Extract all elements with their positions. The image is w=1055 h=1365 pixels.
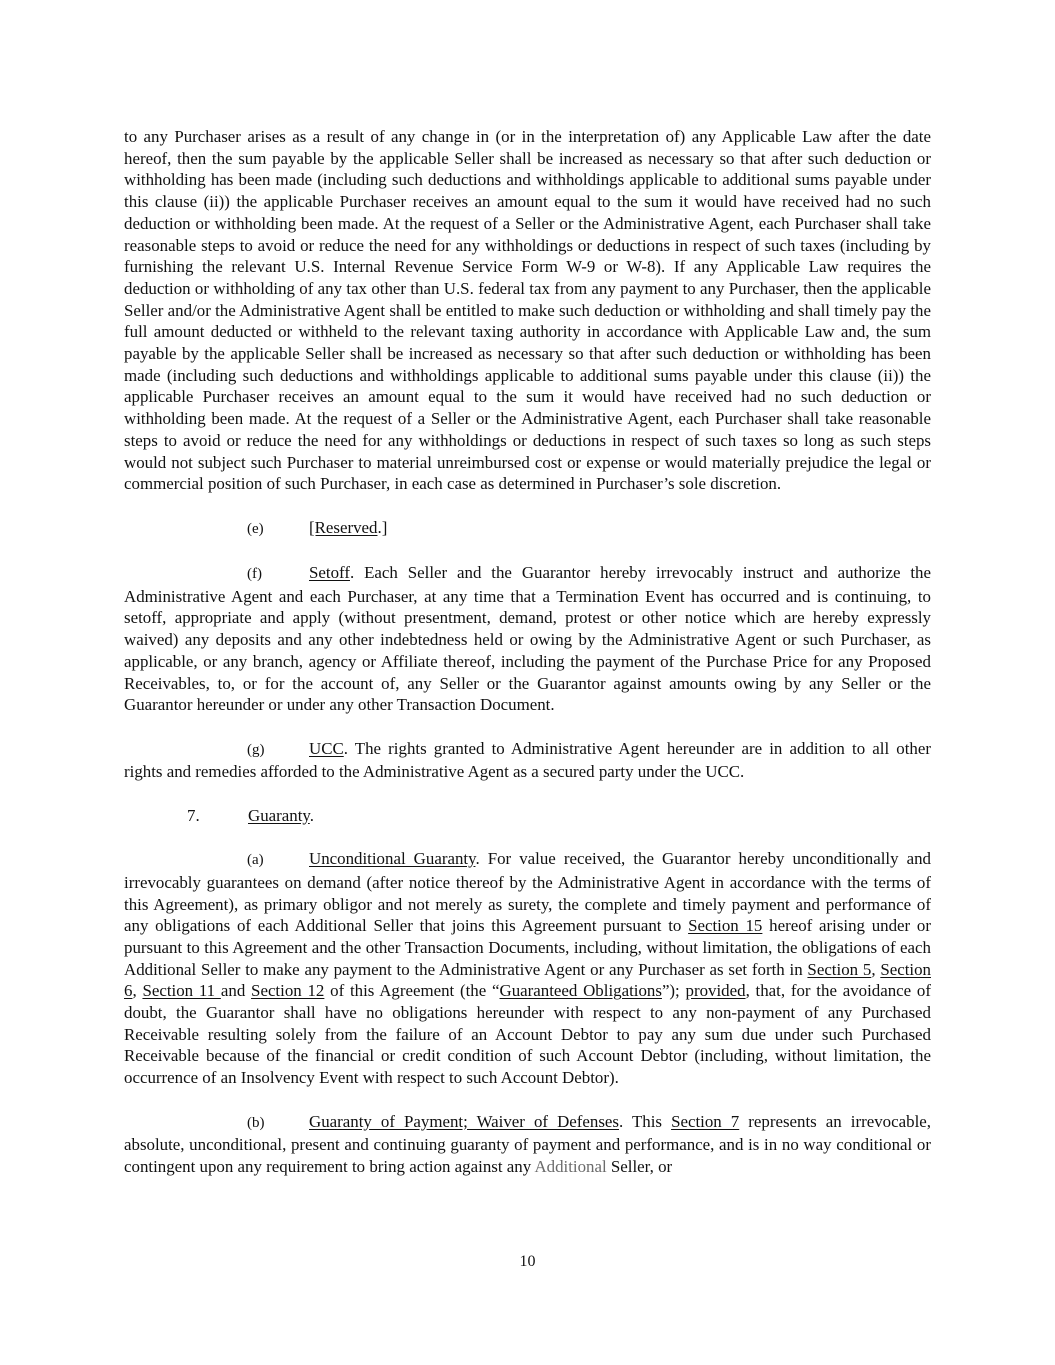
- clause-e-tail: .]: [377, 517, 388, 537]
- clause-a: [124, 848, 931, 1089]
- clause-b-text-1: . This: [619, 1111, 672, 1131]
- paragraph-taxes-continued: to any Purchaser arises as a result of any change in (or in the interpretation of) any Applicable Law after the date hereof, then the sum payable by the applicable Seller shall be increased as necessary so that after such deduction or withholding has been made (including such deductions and withholdings applicable to additional sums payable under this clause (ii)) the applicable Purchaser receives an amount equal to the sum it would have received had no such deduction or withholding been made. At the request of a Seller or the Administrative Agent, each Purchaser shall take reasonable steps to avoid or reduce the need for any withholdings or deductions in respect of such taxes (including by furnishing the relevant U.S. Internal Revenue Service Form W-9 or W-8). If any Applicable Law requires the deduction or withholding of any tax other than U.S. federal tax from any payment to any Purchaser, then the applicable Seller and/or the Administrative Agent shall be entitled to make such deduction or withholding and shall timely pay the full amount deducted or withheld to the relevant taxing authority in accordance with Applicable Law and, the sum payable by the applicable Seller shall be increased as necessary so that after such deduction or withholding has been made (including such deductions and withholdings applicable to additional sums payable under this clause (ii)) the applicable Purchaser receives an amount equal to the sum it would have received had no such deduction or withholding been made. At the request of a Seller or the Administrative Agent, each Purchaser shall take reasonable steps to avoid or reduce the need for any withholdings or deductions in respect of such taxes so long as such steps would not subject such Purchaser to material unreimbursed cost or expense or would materially prejudice the legal or commercial position of such Purchaser, in each case as determined in Purchaser’s sole discretion.: [124, 127, 931, 494]
- section-7-heading: [124, 805, 931, 827]
- clause-b-text-3: Seller, or: [606, 1156, 673, 1176]
- clause-f-body: . Each Seller and the Guarantor hereby irrevocably instruct and authorize the Administrative Agent and each Purchaser, at any time that a Termination Event has occurred and is continuing, to setoff, appropriate and apply (without presentment, demand, protest or other notice which are hereby expressly waived) any deposits and any other indebtedness held or owing by the Administrative Agent or such Purchaser, as applicable, or any branch, agency or Affiliate thereof, including the payment of the Purchase Price for any Proposed Receivables, to, or for the account of, any Seller or the Guarantor against amounts owing by any Seller or the Guarantor hereunder or under any other Transaction Document.: [124, 563, 931, 715]
- clause-a-text-2: hereof arising under or pursuant to this Agreement and the other Transaction Documents, including, without limitation, the obligations of each Additional Seller to make any payment to the Administrative Agent or any Purchaser as set forth in: [124, 916, 931, 979]
- clause-e: [124, 517, 931, 541]
- additional-word: Additional: [534, 1156, 607, 1176]
- and-word: and: [220, 981, 252, 1001]
- clause-g: [124, 738, 931, 783]
- clause-b: [124, 1111, 931, 1178]
- section-7-number: 7.: [187, 805, 200, 825]
- clause-b-marker: (b): [247, 1114, 265, 1131]
- clause-b-text-2: represents an irrevocable, absolute, unconditional, present and continuing guaranty of payment and performance, and is in no way conditional or contingent upon any requirement to bring action against any: [124, 1111, 931, 1176]
- provided-term: provided: [685, 981, 746, 1001]
- page-number: 10: [519, 1253, 536, 1270]
- clause-a-text-1: . For value received, the Guarantor hereby unconditionally and irrevocably guarantees on demand (after notice thereof by the Administrative Agent in accordance with the terms of this Agreement), as primary obligor and not merely as surety, the complete and timely payment and performance of any obligations of each Additional Seller that joins this Agreement pursuant to: [124, 849, 931, 936]
- section-12-reference: Section 12: [251, 981, 325, 1001]
- clause-f-title: Setoff: [309, 563, 350, 583]
- section-7-reference: Section 7: [671, 1111, 740, 1131]
- clause-e-title: [Reserved: [309, 517, 378, 537]
- section-5-reference: Section 5: [807, 959, 872, 979]
- section-11-reference: Section 11: [142, 981, 221, 1001]
- section-15-reference: Section 15: [688, 916, 763, 936]
- comma-2: ,: [132, 981, 143, 1001]
- clause-a-text-3: of this Agreement (the “: [324, 981, 500, 1001]
- clause-a-marker: (a): [247, 852, 264, 869]
- section-7-tail: .: [309, 805, 314, 825]
- clause-f: [124, 562, 931, 716]
- comma-1: ,: [871, 959, 881, 979]
- clause-e-marker: (e): [247, 520, 264, 537]
- section-6-reference: Section 6: [124, 959, 931, 1001]
- clause-g-body: . The rights granted to Administrative Agent hereunder are in addition to all other rights and remedies afforded to the Administrative Agent as a secured party under the UCC.: [124, 738, 931, 782]
- clause-g-marker: (g): [247, 741, 265, 758]
- defined-term-guaranteed-obligations: Guaranteed Obligations: [499, 981, 662, 1001]
- clause-g-title: UCC: [309, 738, 344, 758]
- section-7-title: Guaranty: [248, 805, 310, 825]
- clause-f-marker: (f): [247, 566, 262, 583]
- document-page: [124, 126, 931, 1178]
- clause-a-text-4: ”);: [661, 981, 686, 1001]
- clause-b-title: Guaranty of Payment; Waiver of Defenses: [309, 1111, 619, 1131]
- clause-a-text-5: , that, for the avoidance of doubt, the Guarantor shall have no obligations hereunder with respect to any non-payment of any Purchased Receivable resulting solely from the failure of an Account Debtor to pay any sum due under such Purchased Receivable because of the financial or credit condition of such Account Debtor (including, without limitation, the occurrence of an Insolvency Event with respect to such Account Debtor).: [124, 981, 931, 1088]
- clause-a-title: Unconditional Guaranty: [309, 849, 476, 869]
